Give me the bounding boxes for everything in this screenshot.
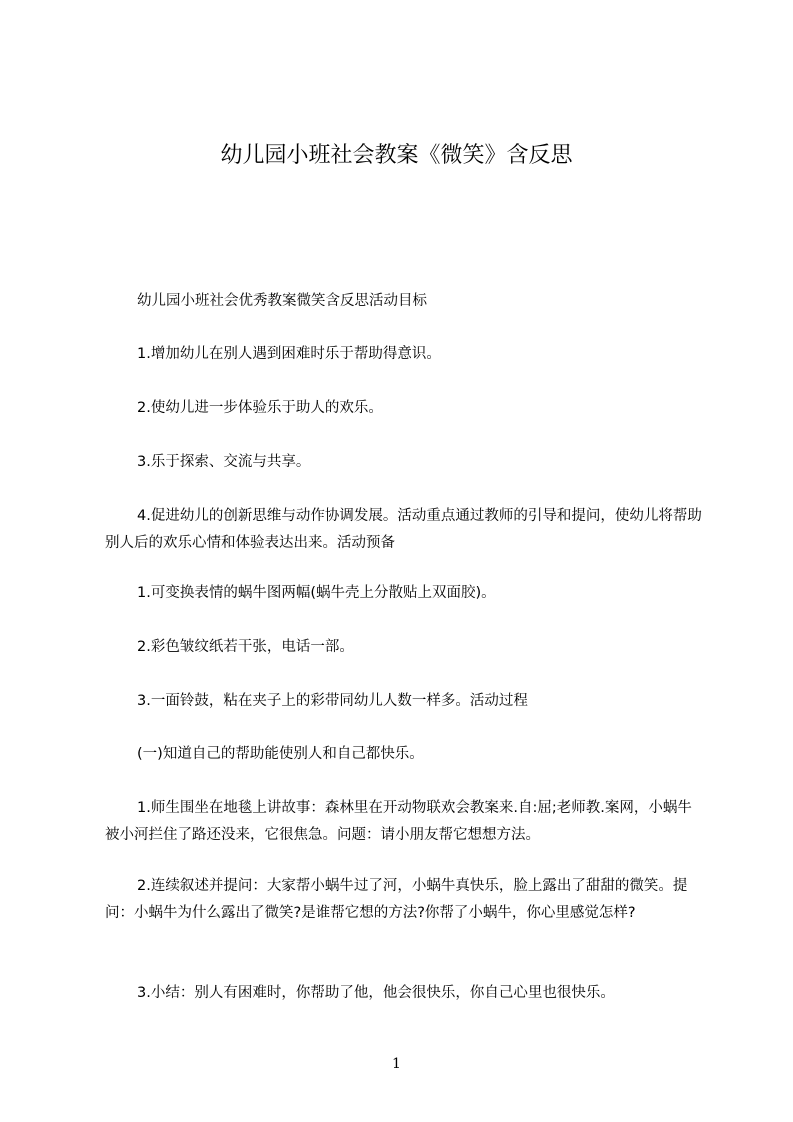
paragraph-goal-2: 2.使幼儿进一步体验乐于助人的欢乐。 xyxy=(137,400,383,416)
paragraph-prep-3: 3.一面铃鼓，粘在夹子上的彩带同幼儿人数一样多。活动过程 xyxy=(137,693,528,709)
paragraph-intro: 幼儿园小班社会优秀教案微笑含反思活动目标 xyxy=(137,293,427,309)
paragraph-prep-2: 2.彩色皱纹纸若干张，电话一部。 xyxy=(137,639,354,655)
paragraph-process-1: 1.师生围坐在地毯上讲故事：森林里在开动物联欢会教案来.自:屈;老师教.案网，小蜗牛被小河拦住了路还没来，它很焦急。问题：请小朋友帮它想想方法。 xyxy=(105,800,692,843)
page-number: 1 xyxy=(392,1056,401,1072)
paragraph-prep-1: 1.可变换表情的蜗牛图两幅(蜗牛壳上分散贴上双面胶)。 xyxy=(137,585,496,601)
paragraph-process-2: 2.连续叙述并提问：大家帮小蜗牛过了河，小蜗牛真快乐，脸上露出了甜甜的微笑。提问：小蜗牛为什么露出了微笑?是谁帮它想的方法?你帮了小蜗牛，你心里感觉怎样? xyxy=(105,878,688,921)
paragraph-section-1: (一)知道自己的帮助能使别人和自己都快乐。 xyxy=(137,746,424,762)
paragraph-summary: 3.小结：别人有困难时，你帮助了他，他会很快乐，你自己心里也很快乐。 xyxy=(137,985,615,1001)
paragraph-goal-4: 4.促进幼儿的创新思维与动作协调发展。活动重点通过教师的引导和提问，使幼儿将帮助别人后的欢乐心情和体验表达出来。活动预备 xyxy=(105,508,702,551)
paragraph-goal-1: 1.增加幼儿在别人遇到困难时乐于帮助得意识。 xyxy=(137,346,441,362)
paragraph-goal-3: 3.乐于探索、交流与共享。 xyxy=(137,454,311,470)
document-title: 幼儿园小班社会教案《微笑》含反思 xyxy=(220,143,573,168)
